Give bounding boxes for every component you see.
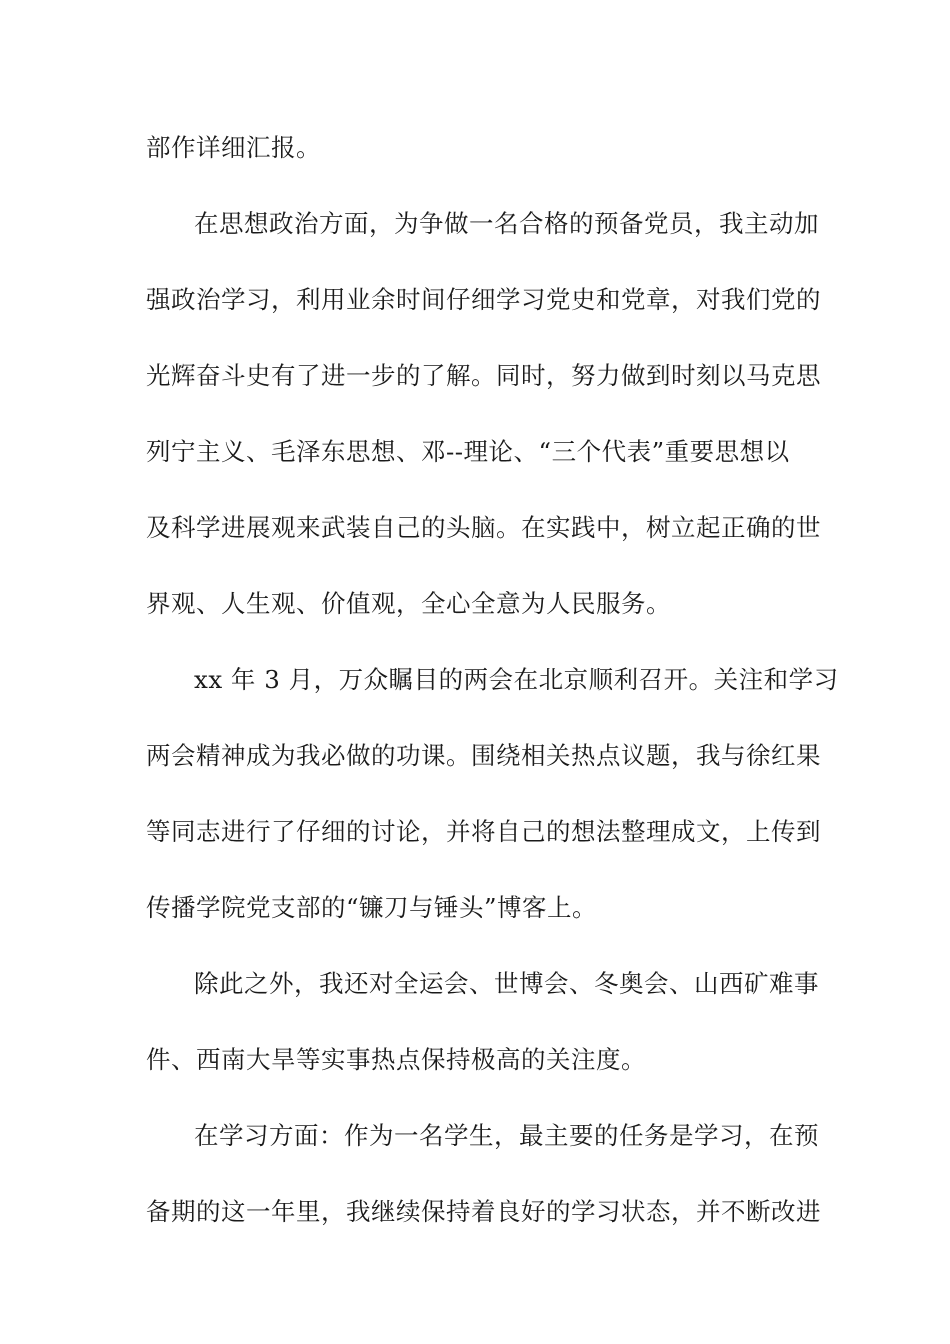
- text-line: 等同志进行了仔细的讨论，并将自己的想法整理成文，上传到: [146, 817, 821, 846]
- text-line: 及科学进展观来武装自己的头脑。在实践中，树立起正确的世: [146, 513, 821, 542]
- paragraph-first-line: xx 年 3 月，万众瞩目的两会在北京顺利召开。关注和学习: [194, 665, 839, 694]
- text-line: 列宁主义、毛泽东思想、邓--理论、“三个代表”重要思想以: [146, 437, 790, 466]
- text-line: 备期的这一年里，我继续保持着良好的学习状态，并不断改进: [146, 1197, 821, 1226]
- text-line: 光辉奋斗史有了进一步的了解。同时，努力做到时刻以马克思: [146, 361, 821, 390]
- text-line: 界观、人生观、价值观，全心全意为人民服务。: [146, 589, 671, 618]
- paragraph-first-line: 在思想政治方面，为争做一名合格的预备党员，我主动加: [194, 209, 819, 238]
- paragraph-first-line: 在学习方面：作为一名学生，最主要的任务是学习，在预: [194, 1121, 819, 1150]
- text-line: 两会精神成为我必做的功课。围绕相关热点议题，我与徐红果: [146, 741, 821, 770]
- text-line: 强政治学习，利用业余时间仔细学习党史和党章，对我们党的: [146, 285, 821, 314]
- paragraph-first-line: 除此之外，我还对全运会、世博会、冬奥会、山西矿难事: [194, 969, 819, 998]
- text-line: 件、西南大旱等实事热点保持极高的关注度。: [146, 1045, 646, 1074]
- text-line: 部作详细汇报。: [146, 133, 321, 162]
- text-line: 传播学院党支部的“镰刀与锤头”博客上。: [146, 893, 598, 922]
